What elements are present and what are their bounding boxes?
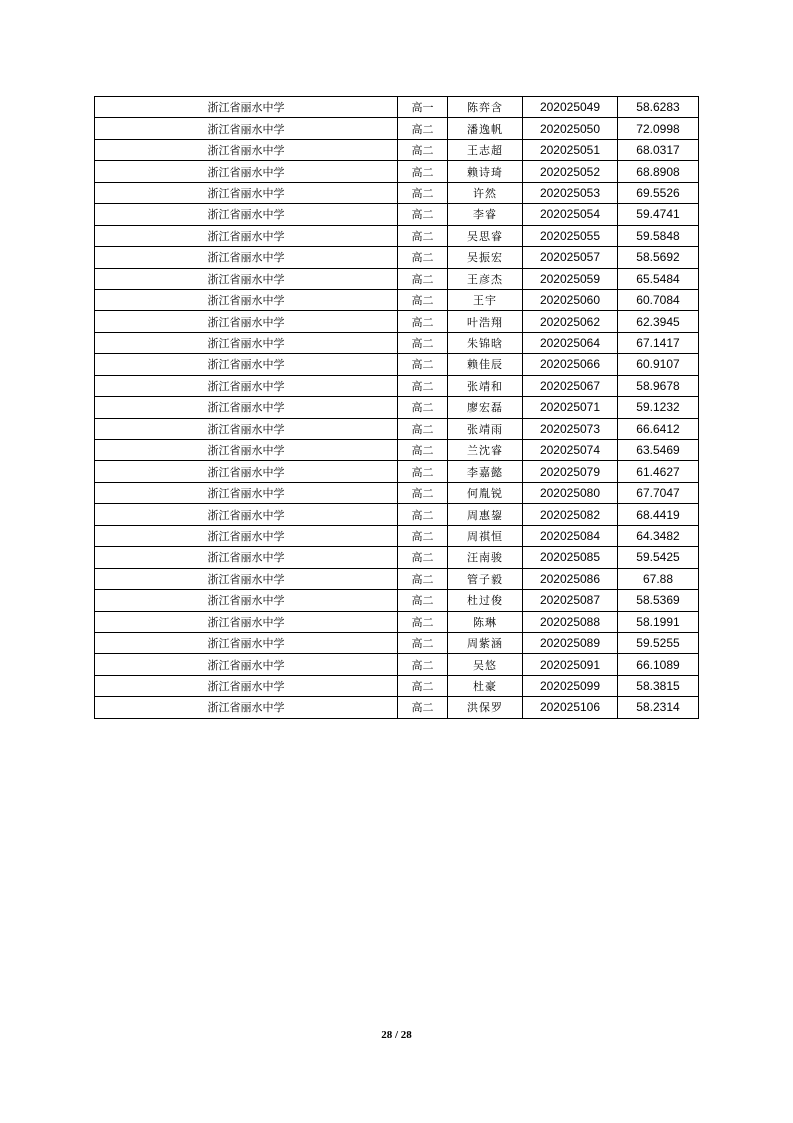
school-cell: 浙江省丽水中学 (95, 397, 398, 418)
grade-cell: 高二 (398, 225, 448, 246)
table-row (95, 504, 699, 525)
school-cell: 浙江省丽水中学 (95, 482, 398, 503)
student-name-cell: 廖宏磊 (448, 397, 523, 418)
table-row (95, 461, 699, 482)
student-id-cell: 202025074 (523, 440, 618, 461)
grade-cell: 高二 (398, 697, 448, 718)
score-cell: 62.3945 (618, 311, 699, 332)
student-id-cell: 202025053 (523, 182, 618, 203)
student-id-cell: 202025067 (523, 375, 618, 396)
score-cell: 59.1232 (618, 397, 699, 418)
table-row (95, 482, 699, 503)
student-name-cell: 潘逸帆 (448, 118, 523, 139)
table-row (95, 418, 699, 439)
school-cell: 浙江省丽水中学 (95, 675, 398, 696)
grade-cell: 高二 (398, 268, 448, 289)
grade-cell: 高二 (398, 482, 448, 503)
student-name-cell: 许然 (448, 182, 523, 203)
score-cell: 69.5526 (618, 182, 699, 203)
student-id-cell: 202025084 (523, 525, 618, 546)
school-cell: 浙江省丽水中学 (95, 632, 398, 653)
student-id-cell: 202025071 (523, 397, 618, 418)
table-row (95, 118, 699, 139)
student-id-cell: 202025073 (523, 418, 618, 439)
school-cell: 浙江省丽水中学 (95, 182, 398, 203)
score-cell: 58.1991 (618, 611, 699, 632)
school-cell: 浙江省丽水中学 (95, 139, 398, 160)
student-name-cell: 汪南骏 (448, 547, 523, 568)
score-cell: 63.5469 (618, 440, 699, 461)
student-id-cell: 202025062 (523, 311, 618, 332)
student-id-cell: 202025051 (523, 139, 618, 160)
school-cell: 浙江省丽水中学 (95, 461, 398, 482)
student-id-cell: 202025091 (523, 654, 618, 675)
grade-cell: 高二 (398, 611, 448, 632)
table-row (95, 268, 699, 289)
student-id-cell: 202025057 (523, 247, 618, 268)
grade-cell: 高二 (398, 204, 448, 225)
student-name-cell: 周紫涵 (448, 632, 523, 653)
school-cell: 浙江省丽水中学 (95, 332, 398, 353)
table-row (95, 354, 699, 375)
score-cell: 58.5692 (618, 247, 699, 268)
score-cell: 60.9107 (618, 354, 699, 375)
table-row (95, 440, 699, 461)
student-id-cell: 202025086 (523, 568, 618, 589)
grade-cell: 高二 (398, 632, 448, 653)
grade-cell: 高二 (398, 525, 448, 546)
school-cell: 浙江省丽水中学 (95, 161, 398, 182)
score-cell: 68.4419 (618, 504, 699, 525)
student-name-cell: 王志超 (448, 139, 523, 160)
score-cell: 58.5369 (618, 590, 699, 611)
score-cell: 68.8908 (618, 161, 699, 182)
student-id-cell: 202025055 (523, 225, 618, 246)
student-id-cell: 202025087 (523, 590, 618, 611)
student-name-cell: 吴思睿 (448, 225, 523, 246)
student-name-cell: 周惠鋆 (448, 504, 523, 525)
student-id-cell: 202025080 (523, 482, 618, 503)
grade-cell: 高二 (398, 139, 448, 160)
school-cell: 浙江省丽水中学 (95, 697, 398, 718)
table-row (95, 611, 699, 632)
table-row (95, 675, 699, 696)
student-id-cell: 202025054 (523, 204, 618, 225)
score-cell: 67.1417 (618, 332, 699, 353)
table-row (95, 547, 699, 568)
student-name-cell: 朱锦晗 (448, 332, 523, 353)
table-row (95, 311, 699, 332)
school-cell: 浙江省丽水中学 (95, 504, 398, 525)
student-name-cell: 王彦杰 (448, 268, 523, 289)
student-id-cell: 202025066 (523, 354, 618, 375)
table-row (95, 182, 699, 203)
table-row (95, 697, 699, 718)
school-cell: 浙江省丽水中学 (95, 611, 398, 632)
grade-cell: 高二 (398, 182, 448, 203)
score-cell: 72.0998 (618, 118, 699, 139)
student-id-cell: 202025106 (523, 697, 618, 718)
school-cell: 浙江省丽水中学 (95, 354, 398, 375)
score-cell: 59.5255 (618, 632, 699, 653)
score-cell: 66.6412 (618, 418, 699, 439)
student-id-cell: 202025085 (523, 547, 618, 568)
table-row (95, 590, 699, 611)
student-id-cell: 202025052 (523, 161, 618, 182)
grade-cell: 高二 (398, 375, 448, 396)
student-name-cell: 叶浩翔 (448, 311, 523, 332)
grade-cell: 高二 (398, 311, 448, 332)
grade-cell: 高二 (398, 161, 448, 182)
student-name-cell: 李嘉懿 (448, 461, 523, 482)
student-name-cell: 陈琳 (448, 611, 523, 632)
table-row (95, 568, 699, 589)
student-name-cell: 张靖和 (448, 375, 523, 396)
student-id-cell: 202025079 (523, 461, 618, 482)
grade-cell: 高二 (398, 675, 448, 696)
grade-cell: 高二 (398, 547, 448, 568)
grade-cell: 高二 (398, 590, 448, 611)
score-cell: 67.88 (618, 568, 699, 589)
table-row (95, 204, 699, 225)
score-cell: 68.0317 (618, 139, 699, 160)
score-cell: 59.5425 (618, 547, 699, 568)
student-name-cell: 周祺恒 (448, 525, 523, 546)
table-row (95, 97, 699, 118)
school-cell: 浙江省丽水中学 (95, 204, 398, 225)
school-cell: 浙江省丽水中学 (95, 268, 398, 289)
school-cell: 浙江省丽水中学 (95, 568, 398, 589)
school-cell: 浙江省丽水中学 (95, 440, 398, 461)
table-row (95, 632, 699, 653)
table-row (95, 161, 699, 182)
school-cell: 浙江省丽水中学 (95, 118, 398, 139)
score-cell: 60.7084 (618, 289, 699, 310)
school-cell: 浙江省丽水中学 (95, 525, 398, 546)
student-id-cell: 202025049 (523, 97, 618, 118)
student-name-cell: 管子毅 (448, 568, 523, 589)
grade-cell: 高二 (398, 418, 448, 439)
school-cell: 浙江省丽水中学 (95, 97, 398, 118)
student-id-cell: 202025088 (523, 611, 618, 632)
score-cell: 61.4627 (618, 461, 699, 482)
student-id-cell: 202025050 (523, 118, 618, 139)
student-name-cell: 杜豪 (448, 675, 523, 696)
grade-cell: 高二 (398, 461, 448, 482)
grade-cell: 高二 (398, 504, 448, 525)
score-cell: 58.9678 (618, 375, 699, 396)
student-id-cell: 202025082 (523, 504, 618, 525)
student-name-cell: 王宇 (448, 289, 523, 310)
page-number: 28 / 28 (381, 1029, 412, 1041)
grade-cell: 高二 (398, 440, 448, 461)
school-cell: 浙江省丽水中学 (95, 247, 398, 268)
student-id-cell: 202025060 (523, 289, 618, 310)
student-id-cell: 202025089 (523, 632, 618, 653)
table-row (95, 332, 699, 353)
school-cell: 浙江省丽水中学 (95, 225, 398, 246)
school-cell: 浙江省丽水中学 (95, 375, 398, 396)
grade-cell: 高二 (398, 397, 448, 418)
table-row (95, 139, 699, 160)
student-name-cell: 张靖雨 (448, 418, 523, 439)
school-cell: 浙江省丽水中学 (95, 547, 398, 568)
student-name-cell: 陈弈含 (448, 97, 523, 118)
table-row (95, 289, 699, 310)
score-cell: 58.3815 (618, 675, 699, 696)
student-name-cell: 吴振宏 (448, 247, 523, 268)
score-cell: 59.5848 (618, 225, 699, 246)
score-cell: 66.1089 (618, 654, 699, 675)
score-cell: 58.6283 (618, 97, 699, 118)
grade-cell: 高二 (398, 654, 448, 675)
table-row (95, 247, 699, 268)
student-id-cell: 202025059 (523, 268, 618, 289)
score-cell: 67.7047 (618, 482, 699, 503)
student-name-cell: 吴悠 (448, 654, 523, 675)
student-name-cell: 李睿 (448, 204, 523, 225)
grade-cell: 高二 (398, 247, 448, 268)
results-table (94, 96, 699, 719)
school-cell: 浙江省丽水中学 (95, 289, 398, 310)
table-row (95, 225, 699, 246)
student-id-cell: 202025064 (523, 332, 618, 353)
school-cell: 浙江省丽水中学 (95, 418, 398, 439)
student-name-cell: 赖诗琦 (448, 161, 523, 182)
table-row (95, 525, 699, 546)
table-row (95, 397, 699, 418)
score-cell: 65.5484 (618, 268, 699, 289)
results-table-body (95, 97, 699, 719)
score-cell: 59.4741 (618, 204, 699, 225)
student-name-cell: 兰沈睿 (448, 440, 523, 461)
score-cell: 64.3482 (618, 525, 699, 546)
school-cell: 浙江省丽水中学 (95, 590, 398, 611)
grade-cell: 高二 (398, 332, 448, 353)
student-name-cell: 何胤锐 (448, 482, 523, 503)
student-id-cell: 202025099 (523, 675, 618, 696)
student-name-cell: 赖佳辰 (448, 354, 523, 375)
grade-cell: 高二 (398, 568, 448, 589)
school-cell: 浙江省丽水中学 (95, 311, 398, 332)
student-name-cell: 洪保罗 (448, 697, 523, 718)
grade-cell: 高二 (398, 118, 448, 139)
score-cell: 58.2314 (618, 697, 699, 718)
grade-cell: 高一 (398, 97, 448, 118)
grade-cell: 高二 (398, 289, 448, 310)
student-name-cell: 杜过俊 (448, 590, 523, 611)
table-row (95, 654, 699, 675)
school-cell: 浙江省丽水中学 (95, 654, 398, 675)
table-row (95, 375, 699, 396)
grade-cell: 高二 (398, 354, 448, 375)
